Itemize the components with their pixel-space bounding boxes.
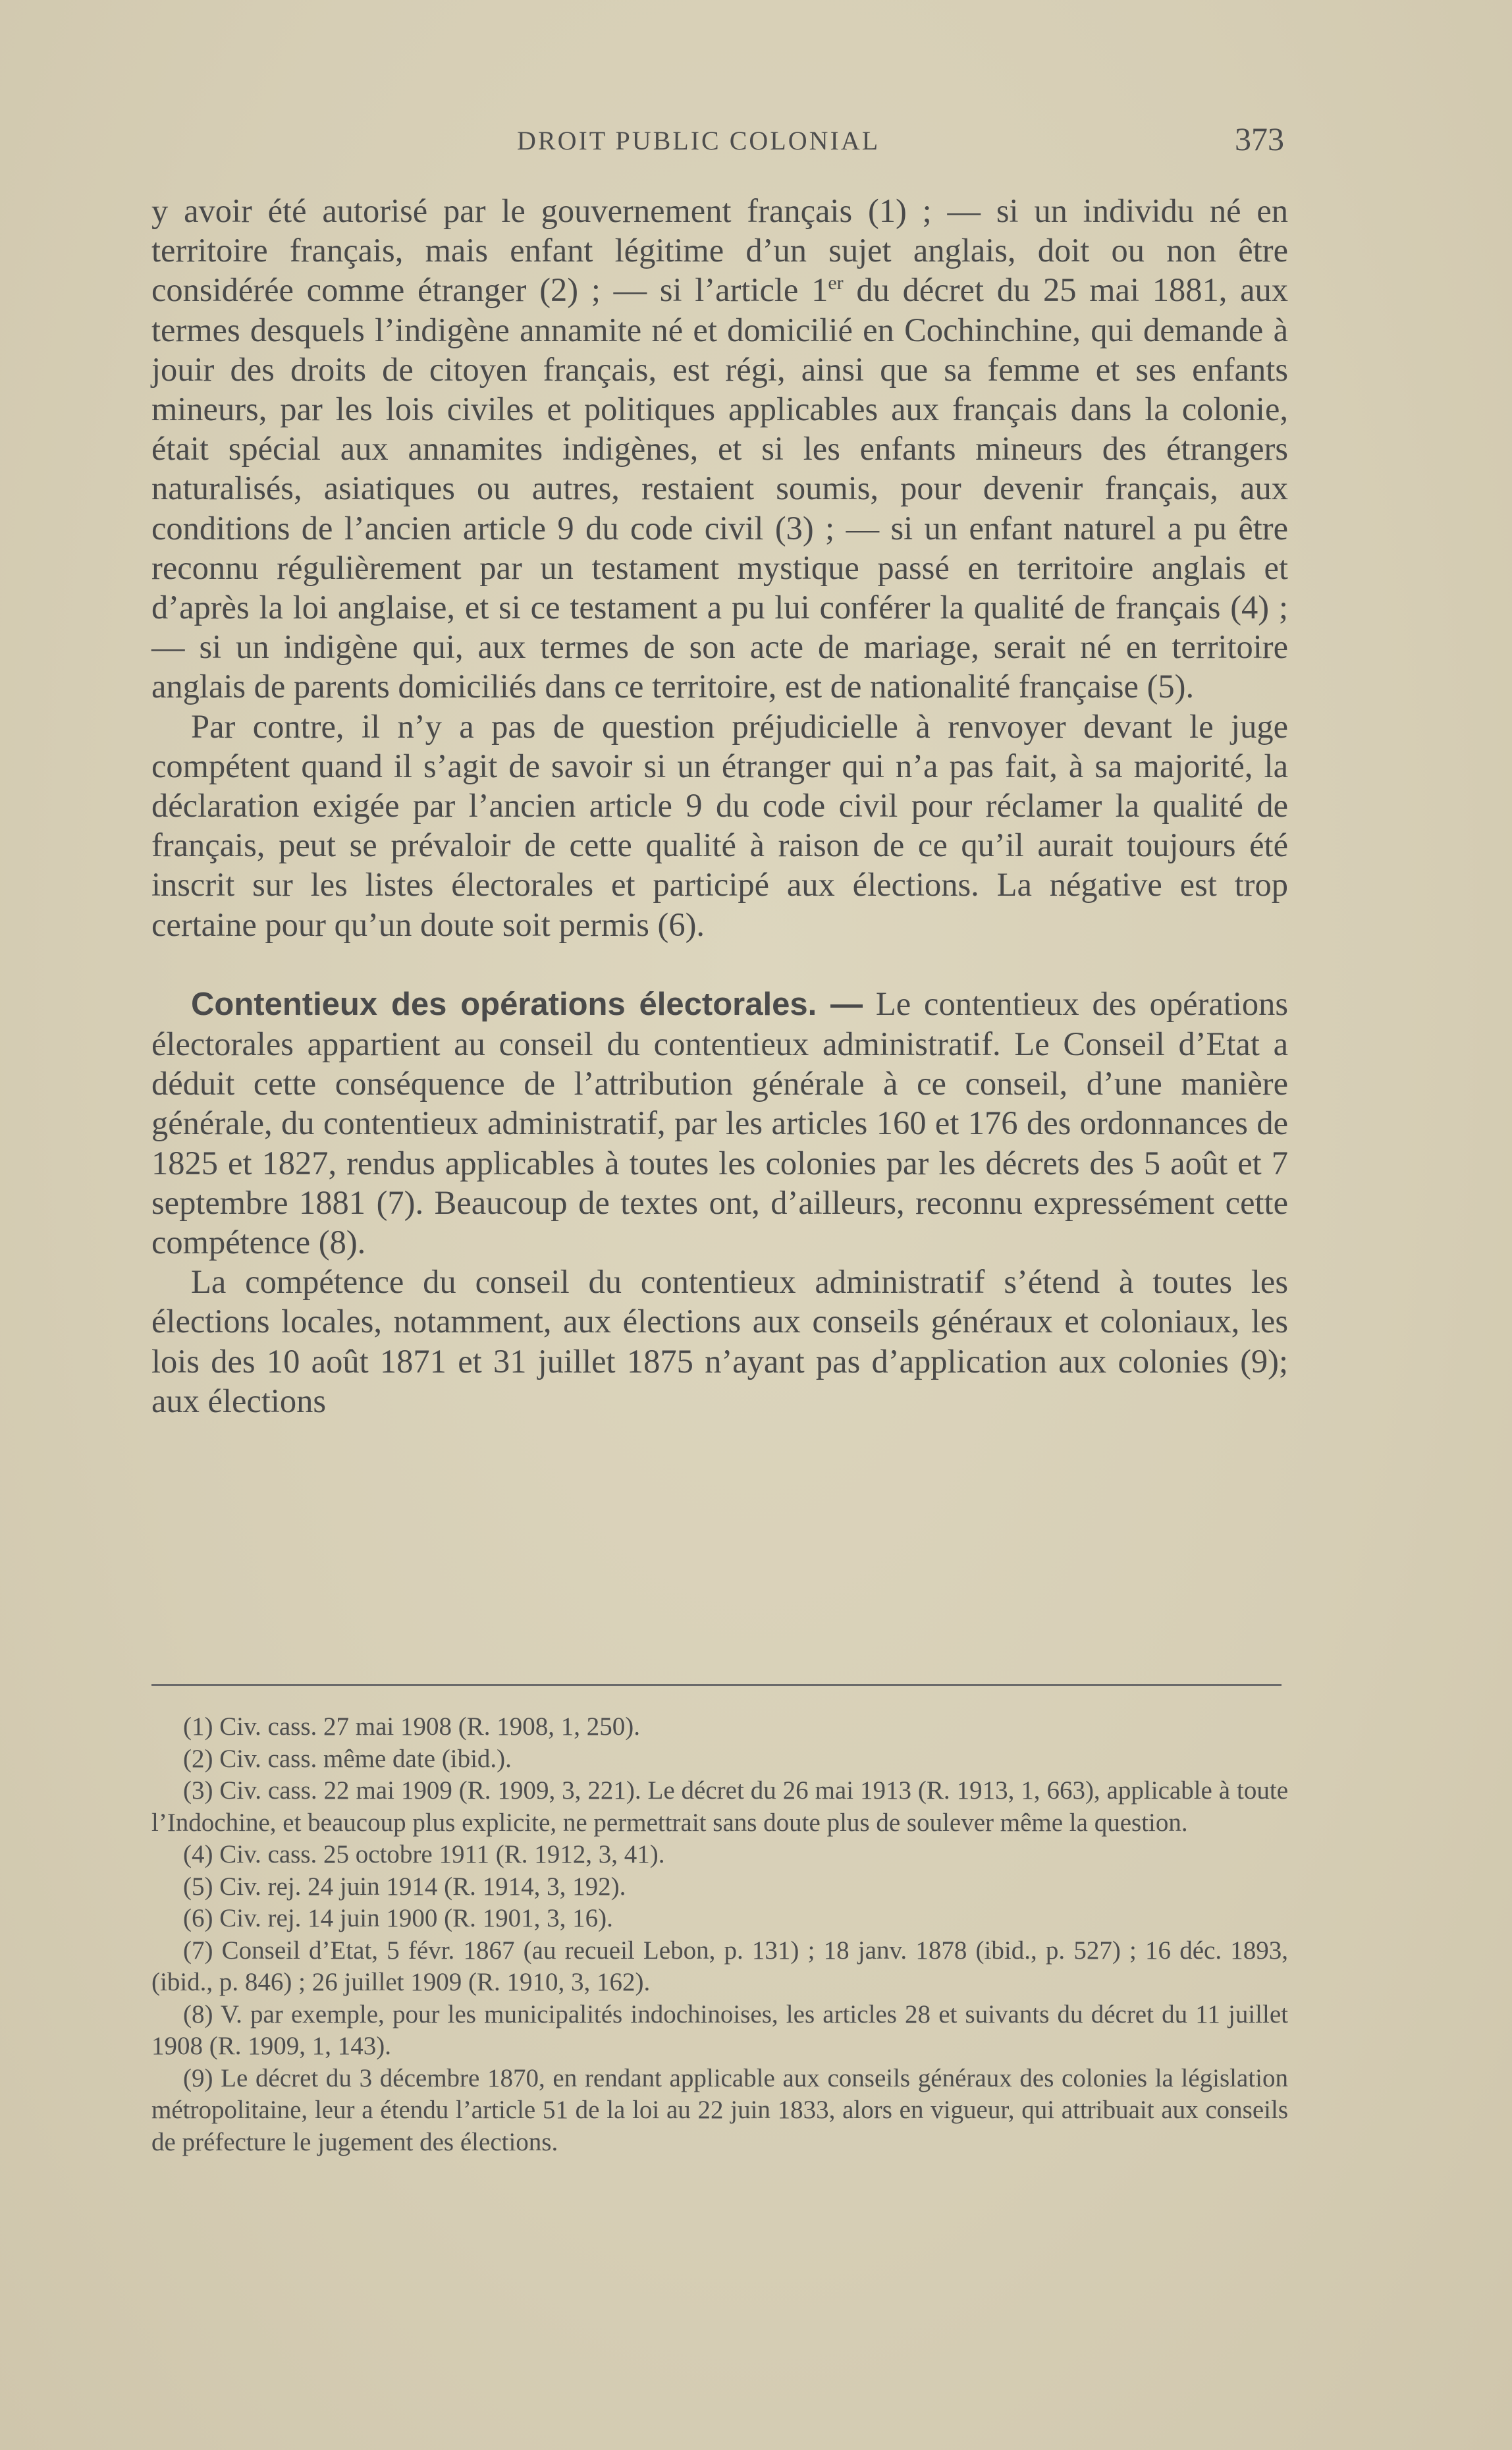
paragraph-1 [151, 191, 1288, 707]
footnote-2: (2) Civ. cass. même date (ibid.). [183, 1744, 512, 1773]
header-title: DROIT PUBLIC COLONIAL [517, 126, 880, 155]
footnote-1: (1) Civ. cass. 27 mai 1908 (R. 1908, 1, 250). [183, 1712, 640, 1741]
footnote-4: (4) Civ. cass. 25 octobre 1911 (R. 1912, 3, 41). [183, 1840, 665, 1868]
running-header [151, 120, 1284, 159]
article-ordinal: 1 [811, 271, 828, 309]
paragraph-3 [151, 984, 1288, 1262]
footnote-7: (7) Conseil d’Etat, 5 févr. 1867 (au recueil Lebon, p. 131) ; 18 janv. 1878 (ibid., p. 527) ; 16 déc. 1893, (ibid., p. 846) ; 26 juillet 1909 (R. 1910, 3, 162). [151, 1936, 1288, 1996]
footnote-5: (5) Civ. rej. 24 juin 1914 (R. 1914, 3, 192). [183, 1872, 626, 1901]
footnote-6: (6) Civ. rej. 14 juin 1900 (R. 1901, 3, 16). [183, 1904, 613, 1932]
footnotes [151, 1711, 1288, 2158]
section-heading: Contentieux des opérations électorales. — [191, 986, 863, 1022]
footnote-9: (9) Le décret du 3 décembre 1870, en rendant applicable aux conseils généraux des colonies la législation métropolitaine, leur a étendu l’article 51 de la loi au 22 juin 1833, alors en vigueur, qui attribuait aux conseils de préfecture le jugement des élections. [151, 2063, 1288, 2156]
paragraph-1-continuation: du décret du 25 mai 1881, aux termes desquels l’indigène annamite né et domicilié en Cochinchine, qui demande à jouir des droits de citoyen français, est régi, ainsi que sa femme et ses enfants mineurs, par les lois civiles et politiques applicables aux français dans la colonie, était spécial aux annamites indigènes, et si les enfants mineurs des étrangers naturalisés, asiatiques ou autres, restaient soumis, pour devenir français, aux conditions de l’ancien article 9 du code civil (3) ; — si un enfant naturel a pu être reconnu régulièrement par un testament mystique passé en territoire anglais et d’après la loi anglaise, et si ce testament a pu lui conférer la qualité de français (4) ; — si un indigène qui, aux termes de son acte de mariage, serait né en territoire anglais de parents domiciliés dans ce territoire, est de nationalité française (5). [151, 271, 1289, 705]
footnote-rule [151, 1684, 1282, 1686]
paragraph-2: Par contre, il n’y a pas de question préjudicielle à renvoyer devant le juge compétent quand il s’agit de savoir si un étranger qui n’a pas fait, à sa majorité, la déclaration exigée par l’ancien article 9 du code civil pour réclamer la qualité de français, peut se prévaloir de cette qualité à raison de ce qu’il aurait toujours été inscrit sur les listes électorales et participé aux élections. La négative est trop certaine pour qu’un doute soit permis (6). [151, 707, 1288, 943]
paragraph-4: La compétence du conseil du contentieux administratif s’étend à toutes les élections locales, notamment, aux élections aux conseils généraux et coloniaux, les lois des 10 août 1871 et 31 juillet 1875 n’ayant pas d’application aux colonies (9); aux élections [151, 1263, 1288, 1419]
page-number: 373 [1235, 121, 1284, 157]
paragraph-3-text: Le contentieux des opérations électorales appartient au conseil du contentieux administratif. Le Conseil d’Etat a déduit cette conséquence de l’attribution générale à ce conseil, d’une manière générale, du contentieux administratif, par les articles 160 et 176 des ordonnances de 1825 et 1827, rendus applicables à toutes les colonies par les décrets des 5 août et 7 septembre 1881 (7). Beaucoup de textes ont, d’ailleurs, reconnu expressément cette compétence (8). [151, 985, 1288, 1261]
paragraph-1-text: y avoir été autorisé par le gouvernement français (1) ; — si un individu né en territoire français, mais enfant légitime d’un sujet anglais, doit ou non être considérée comme étranger (2) ; — si l’article [151, 192, 1288, 309]
body-text [151, 191, 1288, 1421]
footnote-8: (8) V. par exemple, pour les municipalités indochinoises, les articles 28 et suivants du décret du 11 juillet 1908 (R. 1909, 1, 143). [151, 2000, 1288, 2060]
footnote-3: (3) Civ. cass. 22 mai 1909 (R. 1909, 3, 221). Le décret du 26 mai 1913 (R. 1913, 1, 663), applicable à toute l’Indochine, et beaucoup plus explicite, ne permettrait sans doute plus de soulever même la question. [151, 1776, 1288, 1837]
ordinal-superscript: er [828, 272, 844, 294]
